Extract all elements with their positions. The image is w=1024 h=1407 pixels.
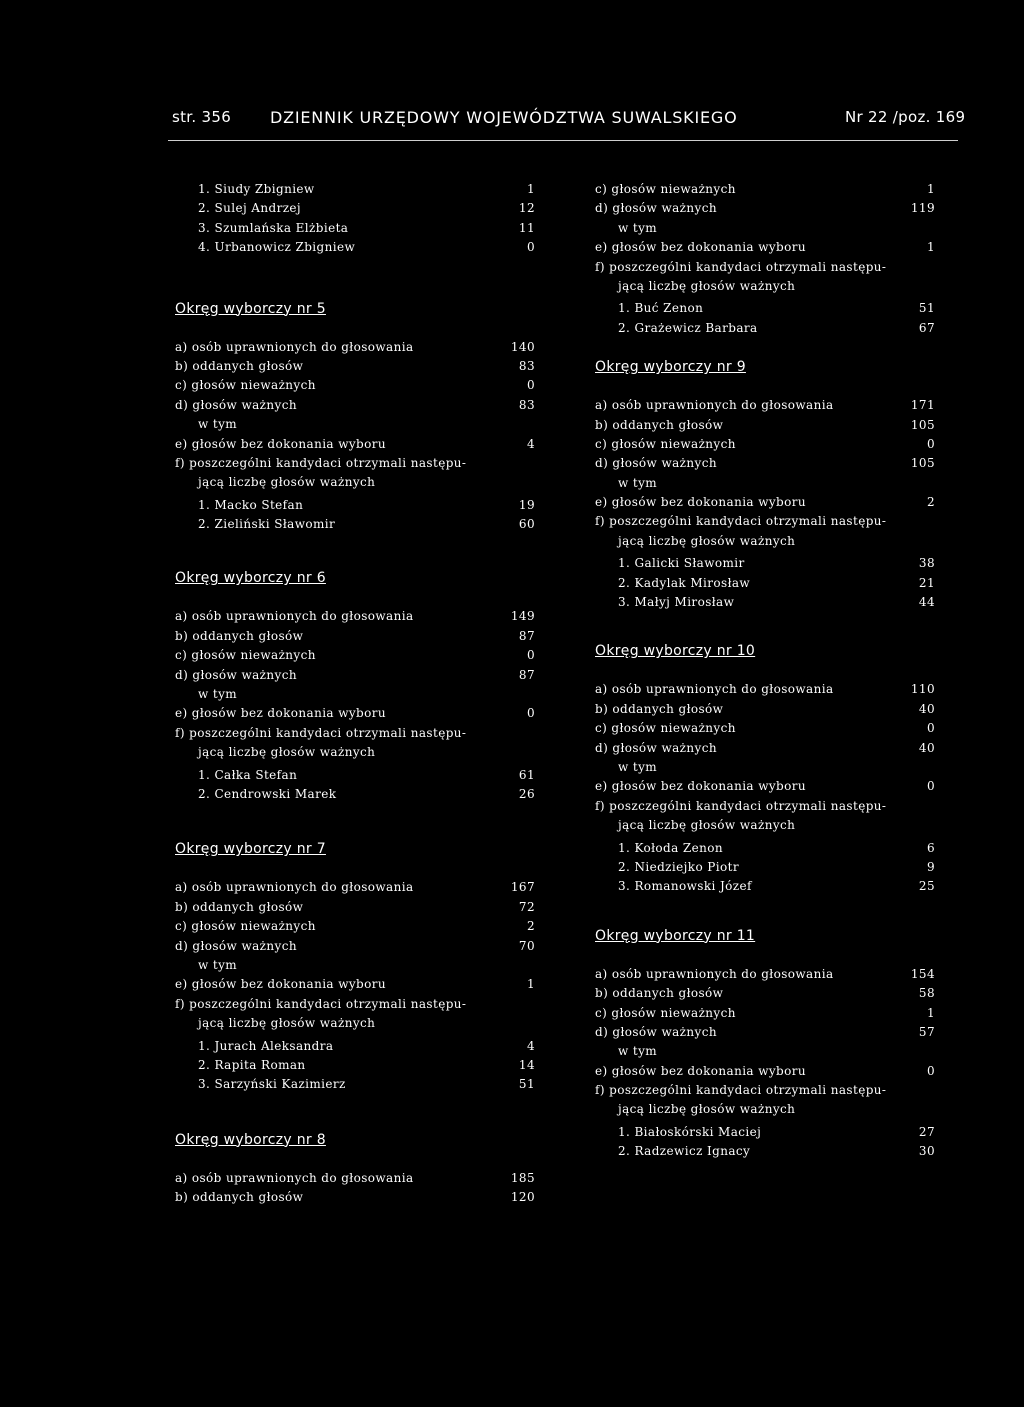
candidate-name: 2. Radzewicz Ignacy [618,1144,751,1159]
result-row [595,238,935,257]
result-label: d) głosów ważnych [595,740,717,755]
result-label: b) oddanych głosów [175,1190,304,1205]
result-label: a) osób uprawnionych do głosowania [175,1170,414,1185]
result-row [595,180,935,199]
result-row [175,995,535,1014]
candidate-votes: 51 [518,1077,535,1092]
district-title: Okręg wyborczy nr 11 [595,927,756,944]
result-value: 171 [910,398,935,413]
result-row [595,758,935,777]
result-label: d) głosów ważnych [595,456,717,471]
result-value: 149 [510,609,535,624]
result-label: c) głosów nieważnych [175,378,316,393]
result-label: jącą liczbę głosów ważnych [198,1016,376,1031]
result-row [595,532,935,551]
result-row [595,1081,935,1100]
result-value: 105 [910,456,935,471]
candidate-name: 4. Urbanowicz Zbigniew [198,240,356,255]
district-title: Okręg wyborczy nr 5 [175,300,326,317]
result-label: e) głosów bez dokonania wyboru [175,436,387,451]
candidate-row [175,1037,535,1056]
result-label: f) poszczególni kandydaci otrzymali następu- [175,996,467,1011]
candidate-row [175,785,535,804]
district-section [175,1129,535,1208]
result-value: 70 [518,938,535,953]
candidate-row [595,839,935,858]
candidate-name: 1. Białoskórski Maciej [618,1124,762,1139]
candidate-name: 2. Kadylak Mirosław [618,575,751,590]
result-label: w tym [618,759,658,774]
result-value: 83 [518,397,535,412]
result-label: c) głosów nieważnych [595,436,736,451]
candidate-votes: 21 [918,575,935,590]
result-row [175,1188,535,1207]
result-label: a) osób uprawnionych do głosowania [595,682,834,697]
result-label: d) głosów ważnych [595,201,717,216]
result-label: c) głosów nieważnych [595,1005,736,1020]
candidate-name: 1. Jurach Aleksandra [198,1038,334,1053]
candidate-name: 2. Cendrowski Marek [198,786,337,801]
result-label: w tym [198,957,238,972]
result-row [595,700,935,719]
result-row [175,435,535,454]
result-row [175,357,535,376]
result-label: a) osób uprawnionych do głosowania [595,966,834,981]
result-label: w tym [618,220,658,235]
result-value: 1 [926,240,935,255]
result-row [175,1169,535,1188]
district-section [175,567,535,804]
result-row [175,704,535,723]
result-label: d) głosów ważnych [595,1024,717,1039]
result-value: 87 [518,667,535,682]
result-label: e) głosów bez dokonania wyboru [595,240,807,255]
result-row [595,454,935,473]
candidate-votes: 38 [918,556,935,571]
result-value: 167 [510,880,535,895]
result-label: w tym [198,417,238,432]
district-title: Okręg wyborczy nr 6 [175,570,326,587]
result-value: 0 [926,1063,935,1078]
result-row [175,396,535,415]
result-row [595,396,935,415]
district-title: Okręg wyborczy nr 10 [595,643,756,660]
result-row [175,1014,535,1033]
candidate-row [595,319,935,338]
result-row [175,685,535,704]
result-label: b) oddanych głosów [175,358,304,373]
result-row [595,719,935,738]
result-row [595,416,935,435]
result-label: f) poszczególni kandydaci otrzymali następu- [175,455,467,470]
candidate-row [175,1056,535,1075]
result-label: a) osób uprawnionych do głosowania [175,880,414,895]
result-row [175,627,535,646]
candidate-name: 2. Zieliński Sławomir [198,517,336,532]
result-row [595,1004,935,1023]
result-row [175,607,535,626]
result-label: d) głosów ważnych [175,397,297,412]
candidate-row [595,858,935,877]
district-section [595,356,935,612]
result-row [175,975,535,994]
result-label: jącą liczbę głosów ważnych [618,533,796,548]
candidate-votes: 12 [518,201,535,216]
candidate-row [595,1123,935,1142]
result-label: jącą liczbę głosów ważnych [618,278,796,293]
result-row [595,219,935,238]
result-label: b) oddanych głosów [595,701,724,716]
journal-title: DZIENNIK URZĘDOWY WOJEWÓDZTWA SUWALSKIEGO [270,108,738,127]
candidate-votes: 14 [518,1057,535,1072]
candidate-name: 3. Sarzyński Kazimierz [198,1077,346,1092]
district-section [175,838,535,1094]
candidate-row [595,554,935,573]
result-row [175,376,535,395]
result-row [595,680,935,699]
issue-number: Nr 22 /poz. 169 [845,108,966,126]
result-value: 1 [926,182,935,196]
candidate-row [595,299,935,318]
result-label: e) głosów bez dokonania wyboru [595,1063,807,1078]
result-label: w tym [618,475,658,490]
candidate-name: 1. Buć Zenon [618,301,704,316]
district-title: Okręg wyborczy nr 7 [175,841,326,858]
candidate-name: 3. Małyj Mirosław [618,595,735,610]
result-label: c) głosów nieważnych [595,182,736,196]
result-row [595,1100,935,1119]
candidate-votes: 67 [918,320,935,335]
result-row [175,415,535,434]
result-value: 2 [926,495,935,510]
result-row [595,984,935,1003]
result-value: 0 [526,706,535,721]
result-row [175,878,535,897]
result-label: jącą liczbę głosów ważnych [198,475,376,490]
candidate-votes: 26 [518,786,535,801]
result-value: 72 [518,899,535,914]
result-label: c) głosów nieważnych [175,648,316,663]
candidate-votes: 27 [918,1124,935,1139]
candidate-name: 2. Niedziejko Piotr [618,859,739,874]
result-label: jącą liczbę głosów ważnych [198,745,376,760]
result-value: 0 [526,378,535,393]
result-row [175,956,535,975]
candidate-name: 1. Siudy Zbigniew [198,182,315,196]
result-value: 87 [518,628,535,643]
result-row [175,473,535,492]
result-value: 154 [910,966,935,981]
result-value: 120 [510,1190,535,1205]
candidate-votes: 60 [518,517,535,532]
result-row [595,277,935,296]
result-value: 110 [910,682,935,697]
left-column [175,180,535,1241]
result-label: c) głosów nieważnych [595,721,736,736]
candidate-votes: 30 [918,1144,935,1159]
candidate-votes: 4 [526,1038,535,1053]
candidate-name: 3. Szumlańska Elżbieta [198,220,349,235]
result-label: c) głosów nieważnych [175,919,316,934]
result-value: 140 [510,339,535,354]
candidate-row [595,574,935,593]
candidate-votes: 61 [518,767,535,782]
district-section [175,298,535,535]
result-label: d) głosów ważnych [175,667,297,682]
result-value: 58 [918,986,935,1001]
result-label: e) głosów bez dokonania wyboru [175,977,387,992]
result-row [595,199,935,218]
result-row [595,258,935,277]
result-value: 0 [926,779,935,794]
result-value: 119 [910,201,935,216]
candidate-votes: 6 [926,840,935,855]
candidate-row [175,496,535,515]
candidate-votes: 9 [926,859,935,874]
result-value: 40 [918,701,935,716]
result-row [595,816,935,835]
result-row [595,797,935,816]
district-section [595,640,935,896]
candidate-name: 2. Sulej Andrzej [198,201,302,216]
result-label: w tym [618,1044,658,1059]
result-label: b) oddanych głosów [595,417,724,432]
result-row [595,1023,935,1042]
candidate-votes: 51 [918,301,935,316]
candidate-name: 1. Galicki Sławomir [618,556,745,571]
result-value: 40 [918,740,935,755]
district-section [595,925,935,1162]
result-row [595,739,935,758]
result-value: 185 [510,1170,535,1185]
candidate-votes: 0 [526,240,535,255]
result-value: 105 [910,417,935,432]
result-label: f) poszczególni kandydaci otrzymali następu- [595,1083,887,1098]
candidate-row [175,766,535,785]
result-label: e) głosów bez dokonania wyboru [595,779,807,794]
result-value: 57 [918,1024,935,1039]
result-label: f) poszczególni kandydaci otrzymali następu- [175,725,467,740]
candidate-votes: 44 [918,595,935,610]
result-label: a) osób uprawnionych do głosowania [595,398,834,413]
result-row [175,937,535,956]
candidate-votes: 25 [918,879,935,894]
candidate-name: 1. Macko Stefan [198,497,304,512]
candidate-row [175,180,535,199]
result-value: 0 [526,648,535,663]
candidate-name: 2. Grażewicz Barbara [618,320,758,335]
result-row [175,898,535,917]
result-label: jącą liczbę głosów ważnych [618,818,796,833]
candidate-row [175,1075,535,1094]
district-title: Okręg wyborczy nr 9 [595,359,746,376]
result-label: f) poszczególni kandydaci otrzymali następu- [595,798,887,813]
candidate-row [595,1142,935,1161]
result-row [175,454,535,473]
result-value: 0 [926,436,935,451]
result-value: 2 [526,919,535,934]
result-label: a) osób uprawnionych do głosowania [175,339,414,354]
candidate-name: 2. Rapita Roman [198,1057,306,1072]
candidate-row [595,877,935,896]
result-value: 0 [926,721,935,736]
result-row [595,965,935,984]
result-row [595,493,935,512]
result-label: f) poszczególni kandydaci otrzymali następu- [595,259,887,274]
header-divider [168,140,958,141]
result-label: a) osób uprawnionych do głosowania [175,609,414,624]
result-row [175,666,535,685]
candidate-votes: 1 [526,182,535,196]
result-row [175,724,535,743]
result-row [595,474,935,493]
result-label: d) głosów ważnych [175,938,297,953]
district-title: Okręg wyborczy nr 8 [175,1131,326,1148]
candidate-row [175,515,535,534]
candidate-name: 1. Kołoda Zenon [618,840,724,855]
page-header [172,108,966,130]
result-label: e) głosów bez dokonania wyboru [175,706,387,721]
result-label: b) oddanych głosów [175,628,304,643]
candidate-name: 3. Romanowski Józef [618,879,752,894]
result-label: w tym [198,687,238,702]
result-value: 83 [518,358,535,373]
page-number: str. 356 [172,108,232,126]
result-row [175,338,535,357]
result-label: b) oddanych głosów [175,899,304,914]
result-row [595,1062,935,1081]
result-label: jącą liczbę głosów ważnych [618,1102,796,1117]
candidate-row [595,593,935,612]
result-row [175,743,535,762]
result-value: 1 [926,1005,935,1020]
right-column [595,180,935,1190]
result-value: 1 [526,977,535,992]
candidate-votes: 11 [518,220,535,235]
candidate-row [175,219,535,238]
result-row [595,1042,935,1061]
candidate-row [175,199,535,218]
result-row [595,777,935,796]
result-label: e) głosów bez dokonania wyboru [595,495,807,510]
candidate-name: 1. Całka Stefan [198,767,298,782]
result-label: b) oddanych głosów [595,986,724,1001]
result-row [595,512,935,531]
candidate-votes: 19 [518,497,535,512]
result-row [175,917,535,936]
result-value: 4 [526,436,535,451]
candidate-row [175,238,535,257]
result-row [175,646,535,665]
result-row [595,435,935,454]
result-label: f) poszczególni kandydaci otrzymali następu- [595,514,887,529]
